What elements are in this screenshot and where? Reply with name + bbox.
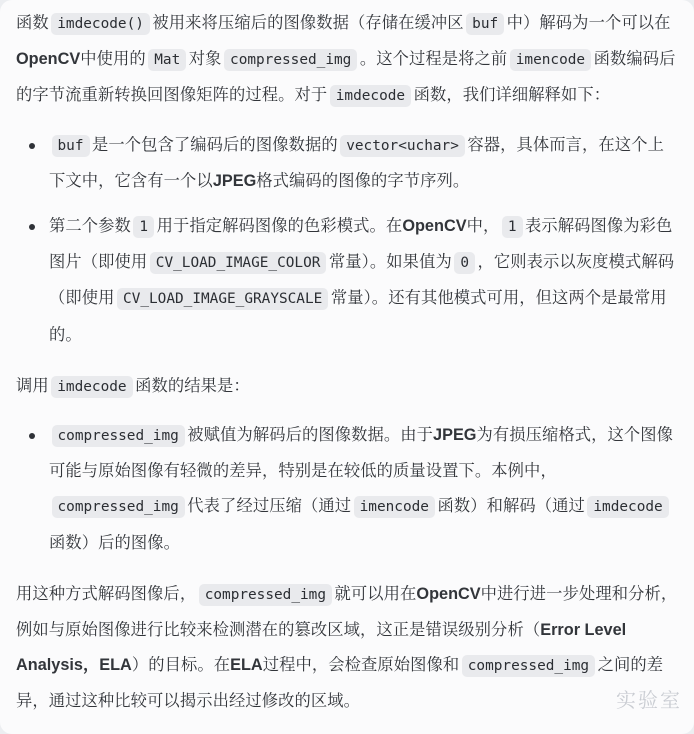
code-imencode: imencode [510, 49, 591, 71]
intro-text-7: 函数编码后的字节流重新转换回图像矩阵的过程。对于 [16, 50, 676, 105]
bullet2-text-1: 第二个参数 [49, 217, 131, 236]
result-intro-text-2: 函数的结果是： [135, 376, 250, 395]
result-intro-text-1: 调用 [16, 376, 49, 395]
code-flag-zero: 0 [454, 252, 475, 274]
code-vector-uchar: vector<uchar> [340, 135, 465, 157]
list-item [16, 209, 678, 353]
watermark: 实验室 [616, 689, 682, 712]
intro-text-8: 函数，我们详细解释如下： [413, 86, 611, 105]
result-bullet-text-5: 函数）后的图像。 [49, 533, 181, 552]
code-compressed-img: compressed_img [52, 425, 185, 447]
intro-paragraph [16, 6, 678, 115]
code-compressed-img: compressed_img [52, 496, 185, 518]
term-jpeg: JPEG [433, 426, 477, 445]
term-jpeg: JPEG [212, 171, 257, 190]
closing-text-1: 用这种方式解码图像后， [16, 584, 197, 603]
list-item [16, 128, 678, 199]
closing-text-2: 就可以用在 [334, 584, 417, 603]
code-compressed-img: compressed_img [462, 655, 595, 677]
bullet1-text-2: 容器，具体而言，在这个上下文中，它含有一个以 [49, 135, 664, 190]
result-bullet-text-4: 函数）和解码（通过 [437, 497, 585, 516]
bullet2-text-4: 表示解码图像为彩色图片（即使用 [49, 217, 673, 272]
bullet2-text-7: 常量）。还有其他模式可用，但这两个是最常用的。 [49, 289, 667, 344]
intro-text-4: 中使用的 [80, 50, 146, 69]
closing-text-6: 之间的差异，通过这种比较可以揭示出经过修改的区域。 [16, 656, 664, 711]
bullet2-text-5: 常量）。如果值为 [328, 253, 452, 272]
closing-text-3: 中进行进一步处理和分析，例如与原始图像进行比较来检测潜在的篡改区域，这正是错误级别分析（ [16, 584, 678, 640]
bullet1-text-1: 是一个包含了编码后的图像数据的 [92, 135, 338, 154]
code-buf: buf [52, 135, 90, 157]
term-opencv: OpenCV [16, 50, 81, 69]
closing-text-5: 过程中，会检查原始图像和 [262, 656, 460, 675]
term-ela: ELA [230, 656, 263, 675]
intro-text-6: 。这个过程是将之前 [359, 50, 508, 69]
code-cv-load-image-color: CV_LOAD_IMAGE_COLOR [150, 252, 327, 274]
bullet1-text-3: 格式编码的图像的字节序列。 [256, 171, 470, 190]
code-buf: buf [466, 13, 504, 35]
code-mat: Mat [148, 49, 186, 71]
code-compressed-img: compressed_img [199, 584, 332, 606]
intro-text-2: 被用来将压缩后的图像数据（存储在缓冲区 [152, 14, 464, 32]
code-imdecode: imdecode [51, 376, 132, 398]
code-flag-one: 1 [133, 216, 154, 238]
code-compressed-img: compressed_img [224, 49, 357, 71]
result-bullet-text-3: 代表了经过压缩（通过 [187, 497, 352, 516]
closing-paragraph [16, 577, 678, 720]
code-flag-one: 1 [502, 216, 523, 238]
code-cv-load-image-grayscale: CV_LOAD_IMAGE_GRAYSCALE [117, 288, 328, 310]
bullet2-text-3: 中， [466, 217, 500, 236]
bullet2-text-2: 用于指定解码图像的色彩模式。在 [156, 217, 403, 236]
result-list [16, 418, 678, 561]
bullet2-text-6: ，它则表示以灰度模式解码（即使用 [49, 253, 675, 308]
term-opencv: OpenCV [402, 217, 467, 236]
list-item [16, 418, 678, 561]
parameter-list [16, 128, 678, 353]
term-error-level-analysis: Error Level Analysis，ELA [16, 621, 627, 675]
intro-text-5: 对象 [188, 50, 222, 69]
intro-text-1: 函数 [16, 14, 49, 32]
intro-text-3: 中）解码为一个可以在 [506, 14, 671, 32]
term-opencv: OpenCV [416, 584, 481, 603]
result-bullet-text-1: 被赋值为解码后的图像数据。由于 [187, 426, 434, 445]
code-imdecode: imdecode [587, 496, 668, 518]
code-imencode: imencode [354, 496, 435, 518]
closing-text-4: ）的目标。在 [131, 656, 231, 675]
result-bullet-text-2: 为有损压缩格式，这个图像可能与原始图像有轻微的差异，特别是在较低的质量设置下。本例中， [49, 426, 674, 481]
code-imdecode-call: imdecode() [51, 13, 150, 35]
result-intro-paragraph [16, 369, 678, 405]
code-imdecode: imdecode [330, 85, 411, 107]
